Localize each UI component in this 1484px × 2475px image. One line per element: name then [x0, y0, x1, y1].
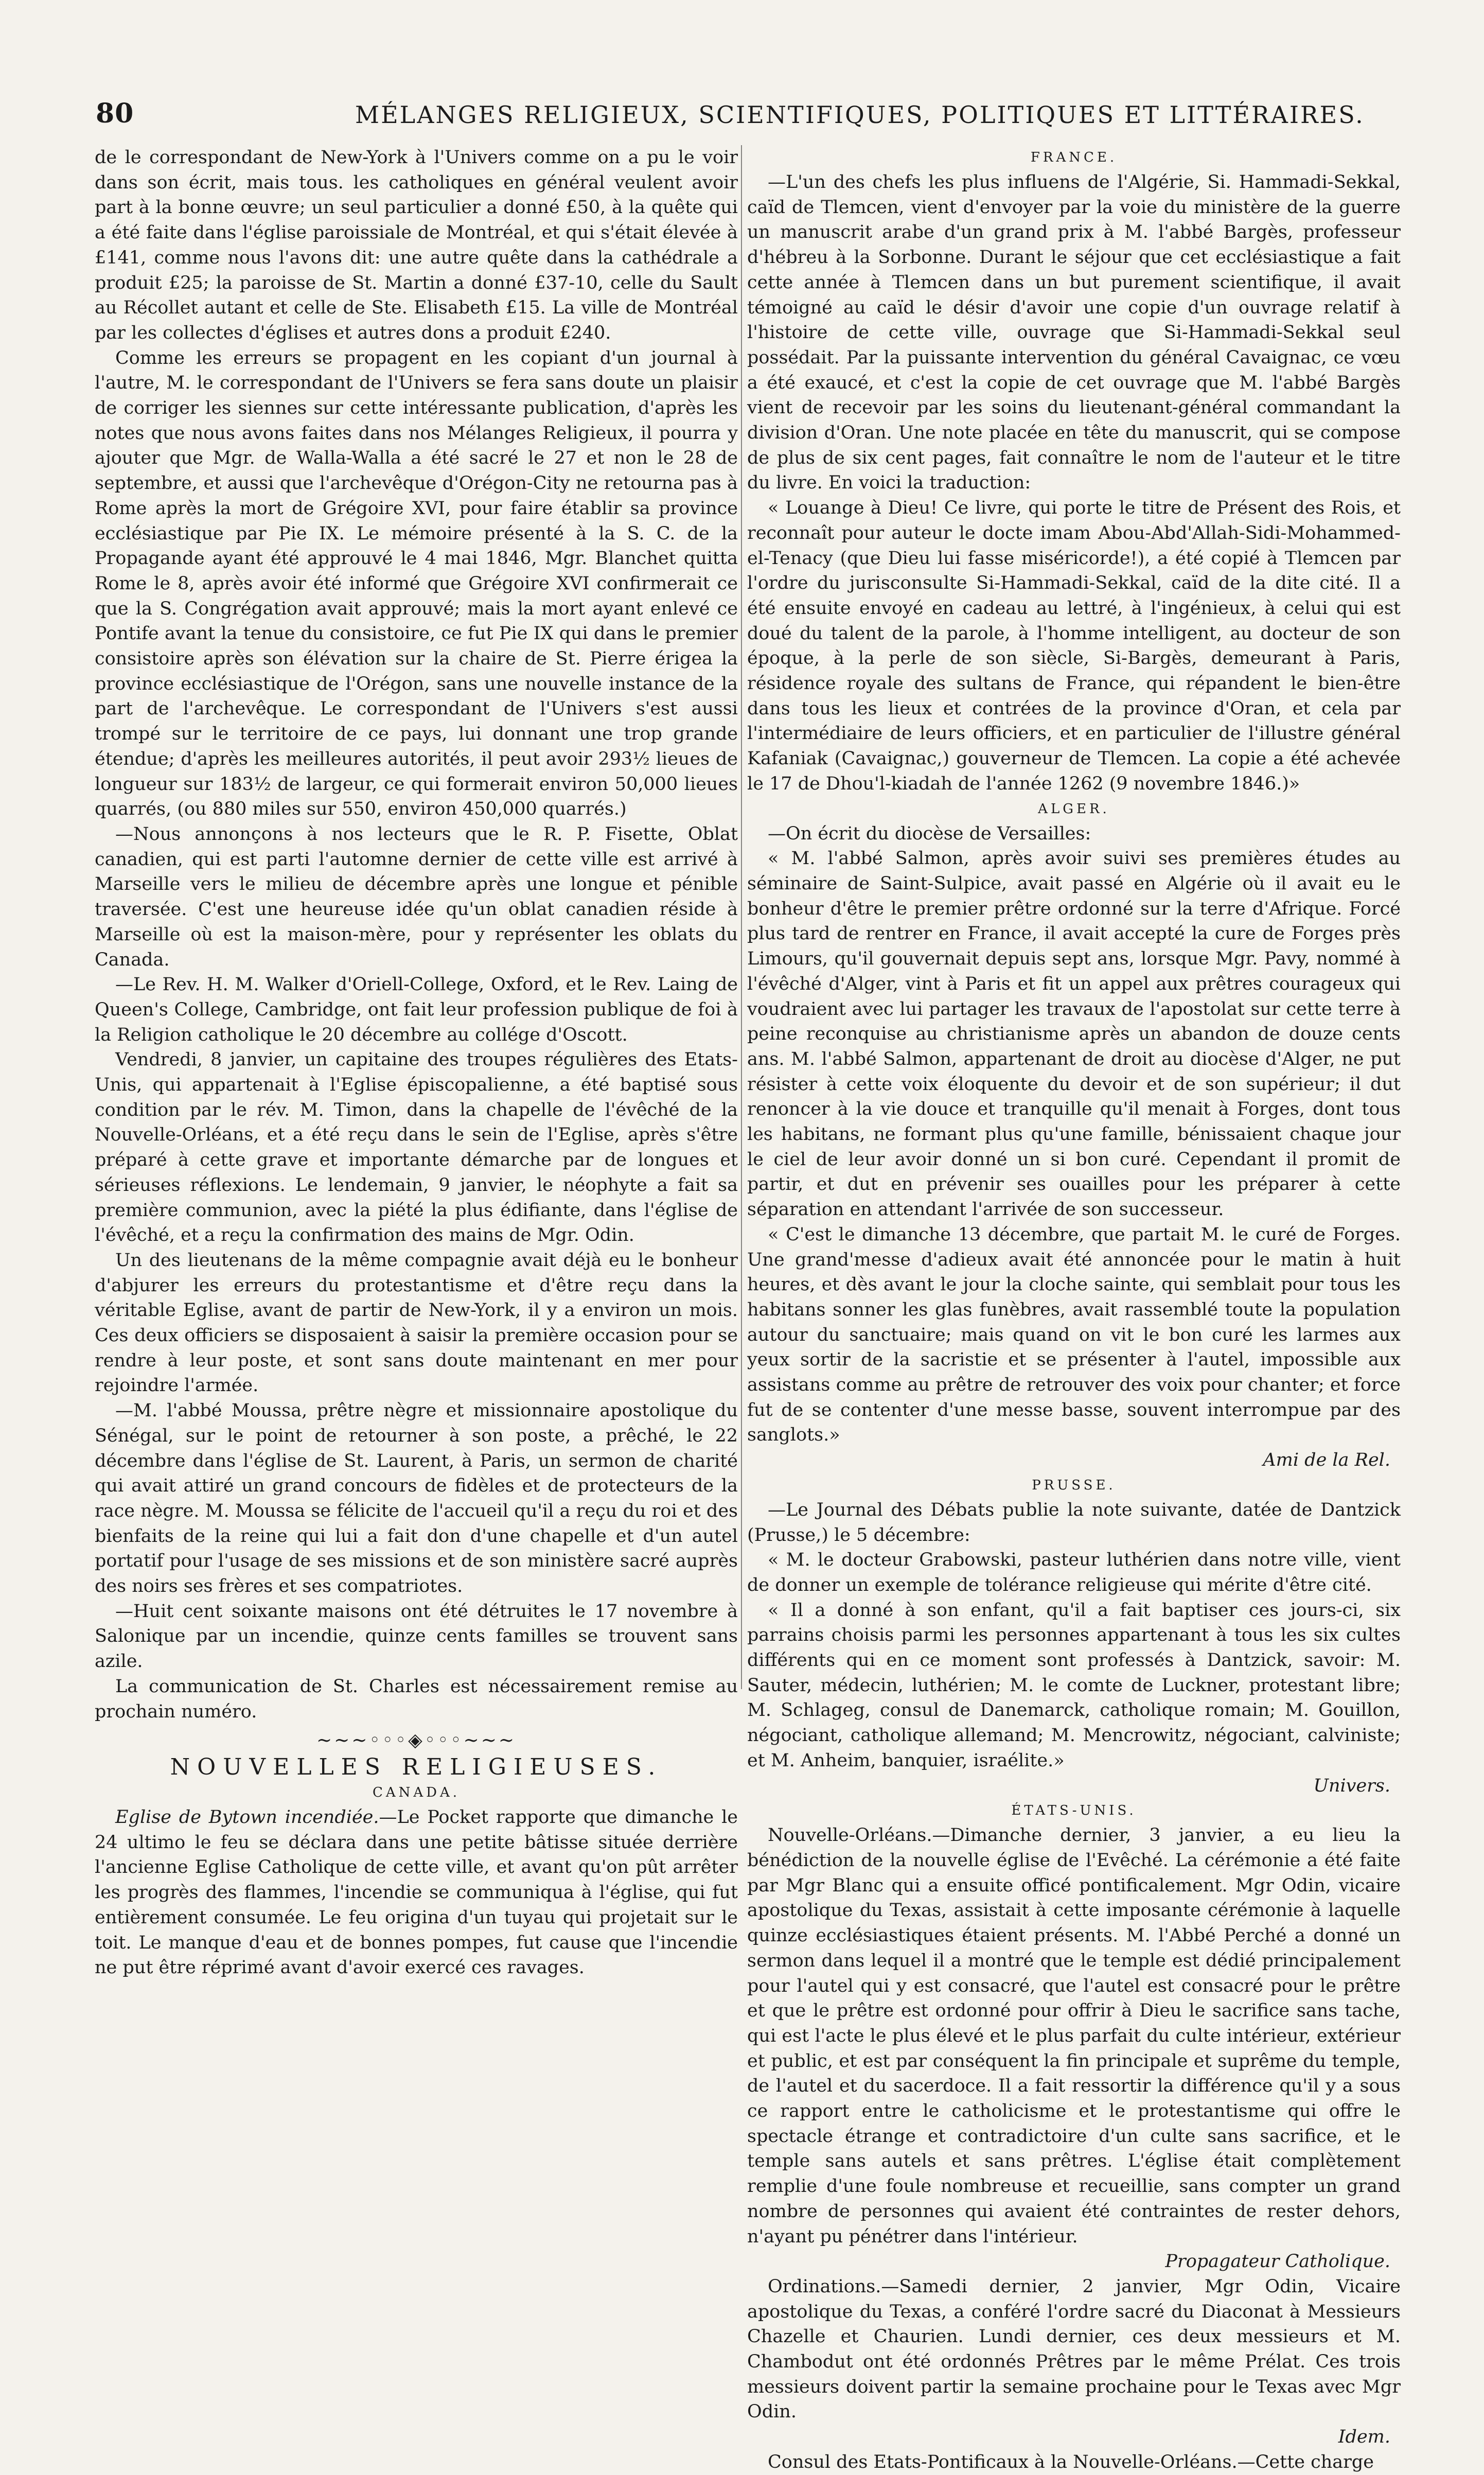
page-number: 80 — [96, 98, 134, 129]
article-text: —Le Pocket rapporte que dimanche le 24 ultimo le feu se déclara dans une petite bâtisse située derrière l'ancienne Eglise Catholique de cette ville, et avant qu'on pût arrêter les progrès des flammes, l'incendie se communiqua à l'église, qui fut entièrement consumée. Le feu origina d'un tuyau qui projetait sur le toit. Le manque d'eau et de bonnes pompes, fut cause que l'incendie ne put être réprimé avant d'avoir exercé ces ravages. — [95, 1807, 738, 1978]
section-heading-prusse: PRUSSE. — [1032, 1477, 1116, 1493]
article-paragraph: —Nous annonçons à nos lecteurs que le R. P. Fisette, Oblat canadien, qui est parti l'automne dernier de cette ville est arrivé à Marseille vers le milieu de décembre après une longue et pénible traversée. C'est une heureuse idée qu'un oblat canadien réside à Marseille où est la maison-mère, pour y représenter les oblats du Canada. — [95, 823, 738, 970]
article-paragraph: « M. le docteur Grabowski, pasteur luthérien dans notre ville, vient de donner un exemple de tolérance religieuse qui mérite d'être cité. — [747, 1550, 1401, 1595]
running-title: MÉLANGES RELIGIEUX, SCIENTIFIQUES, POLITIQUES ET LITTÉRAIRES. — [355, 101, 1365, 129]
article-paragraph: —On écrit du diocèse de Versailles: — [768, 823, 1091, 844]
subsection-heading: CANADA. — [372, 1785, 461, 1800]
article-paragraph: La communication de St. Charles est nécessairement remise au prochain numéro. — [95, 1676, 738, 1722]
section-heading-usa: ÉTATS-UNIS. — [1011, 1803, 1137, 1819]
article-paragraph: « M. l'abbé Salmon, après avoir suivi ses premières études au séminaire de Saint-Sulpice, avait passé en Algérie où il avait eu le bonheur d'être le premier prêtre ordonné sur la terre d'Afrique. Forcé plus tard de rentrer en France, il avait accepté la cure de Forges près Limours, qu'il gouvernait depuis sept ans, lorsque Mgr. Pavy, nommé à l'évêché d'Alger, vint à Paris et fit un appel aux prêtres courageux qui voudraient avec lui partager les travaux de l'apostolat sur cette terre à peine reconquise au christianisme après un abandon de douze cents ans. M. l'abbé Salmon, appartenant de droit au diocèse d'Alger, ne put résister à cette voix éloquente du devoir et de son supérieur; il dut renoncer à la vie douce et tranquille qu'il menait à Forges, dont tous les habitans, ne formant plus qu'une famille, bénissaient chaque jour le ciel de leur avoir donné un si bon curé. Cependant il promit de partir, et dut en prévenir ses ouailles pour les préparer à cette séparation en attendant l'arrivée de son successeur. — [747, 848, 1401, 1220]
article-paragraph: de le correspondant de New-York à l'Univers comme on a pu le voir dans son écrit, mais tous. les catholiques en général veulent avoir part à la bonne œuvre; un seul particulier a donné £50, à la quête qui a été faite dans l'église paroissiale de Montréal, et qui s'était élevée à £141, comme nous l'avons dit: une autre quête dans la cathédrale a produit £25; la paroisse de St. Martin a donné £37-10, celle du Sault au Récollet autant et celle de Ste. Elisabeth £15. La ville de Montréal par les collectes d'églises et autres dons a produit £240. — [95, 147, 738, 343]
article-paragraph: —Huit cent soixante maisons ont été détruites le 17 novembre à Salonique par un incendie, quinze cents familles se trouvent sans azile. — [95, 1601, 738, 1672]
article-paragraph: Ordinations.—Samedi dernier, 2 janvier, Mgr Odin, Vicaire apostolique du Texas, a conféré l'ordre sacré du Diaconat à Messieurs Chazelle et Chaurien. Lundi dernier, ces deux messieurs et M. Chambodut ont été ordonnés Prêtres par le même Prélat. Ces trois messieurs doivent partir la semaine prochaine pour le Texas avec Mgr Odin. — [747, 2276, 1401, 2423]
article-paragraph: « C'est le dimanche 13 décembre, que partait M. le curé de Forges. Une grand'messe d'adieux avait été annoncée pour le matin à huit heures, et dès avant le jour la cloche sainte, qui semblait pour tous les habitans sonner les glas funèbres, avait rassemblé toute la population autour du sanctuaire; mais quand on vit le bon curé les larmes aux yeux sortir de la sacristie et se présenter à l'autel, impossible aux assistans comme au prêtre de retrouver des voix pour chanter; et force fut de se contenter d'une messe basse, souvent interrompue par des sanglots.» — [747, 1224, 1401, 1446]
source-signature: Idem. — [1338, 2427, 1390, 2448]
article-paragraph: « Il a donné à son enfant, qu'il a fait baptiser ces jours-ci, six parrains choisis parmi les personnes appartenant à tous les six cultes différents qui en ce moment sont professés à Dantzick, savoir: M. Sauter, médecin, luthérien; M. le comte de Luckner, protestant libre; M. Schlageg, consul de Danemarck, catholique romain; M. Gouillon, négociant, catholique allemand; M. Mencrowitz, négociant, calviniste; et M. Anheim, banquier, israélite.» — [747, 1600, 1401, 1771]
article-paragraph — [95, 1805, 738, 1980]
section-title: NOUVELLES RELIGIEUSES. — [170, 1754, 663, 1781]
article-paragraph: —M. l'abbé Moussa, prêtre nègre et missionnaire apostolique du Sénégal, sur le point de retourner à son poste, a prêché, le 22 décembre dans l'église de St. Laurent, à Paris, un sermon de charité qui avait attiré un grand concours de fidèles et de protecteurs de la race nègre. M. Moussa se félicite de l'accueil qu'il a reçu du roi et des bienfaits de la reine qui lui a fait don d'une chapelle et d'un autel portatif pour l'usage de ses missions et de son ministère sacré auprès des noirs ses frères et ses compatriotes. — [95, 1400, 738, 1597]
section-heading-alger: ALGER. — [1038, 801, 1110, 817]
article-paragraph: Vendredi, 8 janvier, un capitaine des troupes régulières des Etats-Unis, qui appartenait à l'Eglise épiscopalienne, a été baptisé sous condition par le rév. M. Timon, dans la chapelle de l'évêché de la Nouvelle-Orléans, et a été reçu dans le sein de l'Eglise, après s'être préparé à cette grave et importante démarche par de longues et sérieuses réflexions. Le lendemain, 9 janvier, le néophyte a fait sa première communion, avec la piété la plus édifiante, dans l'église de l'évêché, et a reçu la confirmation des mains de Mgr. Odin. — [95, 1049, 738, 1246]
left-column — [95, 145, 738, 1978]
article-paragraph: —Le Rev. H. M. Walker d'Oriell-College, Oxford, et le Rev. Laing de Queen's College, Cambridge, ont fait leur profession publique de foi à la Religion catholique le 20 décembre au collége d'Oscott. — [95, 974, 738, 1045]
page-header — [0, 98, 1484, 134]
source-signature: Propagateur Catholique. — [1165, 2251, 1390, 2272]
source-signature: Ami de la Rel. — [1263, 1450, 1390, 1471]
article-lead: Eglise de Bytown incendiée. — [115, 1807, 379, 1828]
article-paragraph: Nouvelle-Orléans.—Dimanche dernier, 3 janvier, a eu lieu la bénédiction de la nouvelle église de l'Evêché. La cérémonie a été faite par Mgr Blanc qui a ensuite officé pontificalement. Mgr Odin, vicaire apostolique du Texas, assistait à cette imposante cérémonie à laquelle quinze ecclésiastiques étaient présents. M. l'Abbé Perché a donné un sermon dans lequel il a montré que le temple est dédié principalement pour l'autel qui y est consacré, que l'autel est consacré pour le prêtre et que le prêtre est ordonné pour offrir à Dieu le sacrifice sans tache, qui est l'acte le plus élevé et le plus parfait du culte intérieur, extérieur et public, et est par conséquent la fin principale et suprême du temple, de l'autel et du sacerdoce. Il a fait ressortir la différence qu'il y a sous ce rapport entre le catholicisme et le protestantisme qui offre le spectacle étrange et contradictoire d'un culte sans sacrifice, et le temple sans autels et sans prêtres. L'église était complètement remplie d'une foule nombreuse et recueillie, sans compter un grand nombre de personnes qui avaient été contraintes de rester dehors, n'ayant pu pénétrer dans l'intérieur. — [747, 1825, 1401, 2247]
article-paragraph: Un des lieutenans de la même compagnie avait déjà eu le bonheur d'abjurer les erreurs du protestantisme et d'être reçu dans la véritable Eglise, avant de partir de New-York, il y a environ un mois. Ces deux officiers se disposaient à saisir la première occasion pour se rendre à leur poste, et sont sans doute maintenant en mer pour rejoindre l'armée. — [95, 1250, 738, 1396]
right-column — [747, 145, 1401, 2472]
article-paragraph: « Louange à Dieu! Ce livre, qui porte le titre de Présent des Rois, et reconnaît pour auteur le docte imam Abou-Abd'Allah-Sidi-Mohammed-el-Tenacy (que Dieu lui fasse miséricorde!), a été copié à Tlemcen par l'ordre du jurisconsulte Si-Hammadi-Sekkal, caïd de la dite cité. Il a été ensuite envoyé en cadeau au lettré, à l'ingénieux, à celui qui est doué du talent de la parole, à l'homme intelligent, au docteur de son époque, à la perle de son siècle, Si-Bargès, demeurant à Paris, résidence royale des sultans de France, qui répandent le bien-être dans tous les lieux et contrées de la province d'Oran, et cela par l'intermédiaire de leurs officiers, et en particulier de l'illustre général Kafaniak (Cavaignac,) gouverneur de Tlemcen. La copie a été achevée le 17 de Dhou'l-kiadah de l'année 1262 (9 novembre 1846.)» — [747, 498, 1401, 794]
article-paragraph: —L'un des chefs les plus influens de l'Algérie, Si. Hammadi-Sekkal, caïd de Tlemcen, vient d'envoyer par la voie du ministère de la guerre un manuscrit arabe d'un grand prix à M. l'abbé Bargès, professeur d'hébreu à la Sorbonne. Durant le séjour que cet ecclésiastique a fait cette année à Tlemcen dans un but purement scientifique, il avait témoigné au caïd le désir d'avoir une copie d'un ouvrage relatif à l'histoire de cette ville, ouvrage que Si-Hammadi-Sekkal seul possédait. Par la puissante intervention du général Cavaignac, ce vœu a été exaucé, et c'est la copie de cet ouvrage que M. l'abbé Bargès vient de recevoir par les soins du lieutenant-général commandant la division d'Oran. Une note placée en tête du manuscrit, qui se compose de plus de six cent pages, fait connaître le nom de l'auteur et le titre du livre. En voici la traduction: — [747, 172, 1401, 494]
source-signature: Univers. — [1313, 1775, 1390, 1796]
section-heading-france: FRANCE. — [1030, 150, 1118, 165]
article-paragraph: Consul des Etats-Pontificaux à la Nouvelle-Orléans.—Cette charge — [768, 2451, 1374, 2472]
column-divider — [741, 145, 742, 1689]
article-paragraph: Comme les erreurs se propagent en les copiant d'un journal à l'autre, M. le correspondant de l'Univers se fera sans doute un plaisir de corriger les siennes sur cette intéressante publication, d'après les notes que nous avons faites dans nos Mélanges Religieux, il pourra y ajouter que Mgr. de Walla-Walla a été sacré le 27 et non le 28 de septembre, et aussi que l'archevêque d'Orégon-City ne retourna pas à Rome après la mort de Grégoire XVI, pour faire établir sa province ecclésiastique par Pie IX. Le mémoire présenté à la S. C. de la Propagande ayant été approuvé le 4 mai 1846, Mgr. Blanchet quitta Rome le 8, après avoir été informé que Grégoire XVI confirmerait ce que la S. Congrégation avait approuvé; mais la mort ayant enlevé ce Pontife avant la tenue du consistoire, ce fut Pie IX qui dans le premier consistoire après son élévation sur la chaire de St. Pierre érigea la province ecclésiastique de l'Orégon, sans une nouvelle instance de la part de l'archevêque. Le correspondant de l'Univers s'est aussi trompé sur le territoire de ce pays, lui donnant une trop grande étendue; d'après les meilleures autorités, il peut avoir 293½ lieues de longueur sur 183½ de largeur, ce qui formerait environ 50,000 lieues quarrés, (ou 880 miles sur 550, environ 450,000 quarrés.) — [95, 347, 738, 820]
ornament-divider: ~~~◦◦◦◈◦◦◦~~~ — [316, 1730, 517, 1751]
article-paragraph: —Le Journal des Débats publie la note suivante, datée de Dantzick (Prusse,) le 5 décembre: — [747, 1499, 1401, 1546]
